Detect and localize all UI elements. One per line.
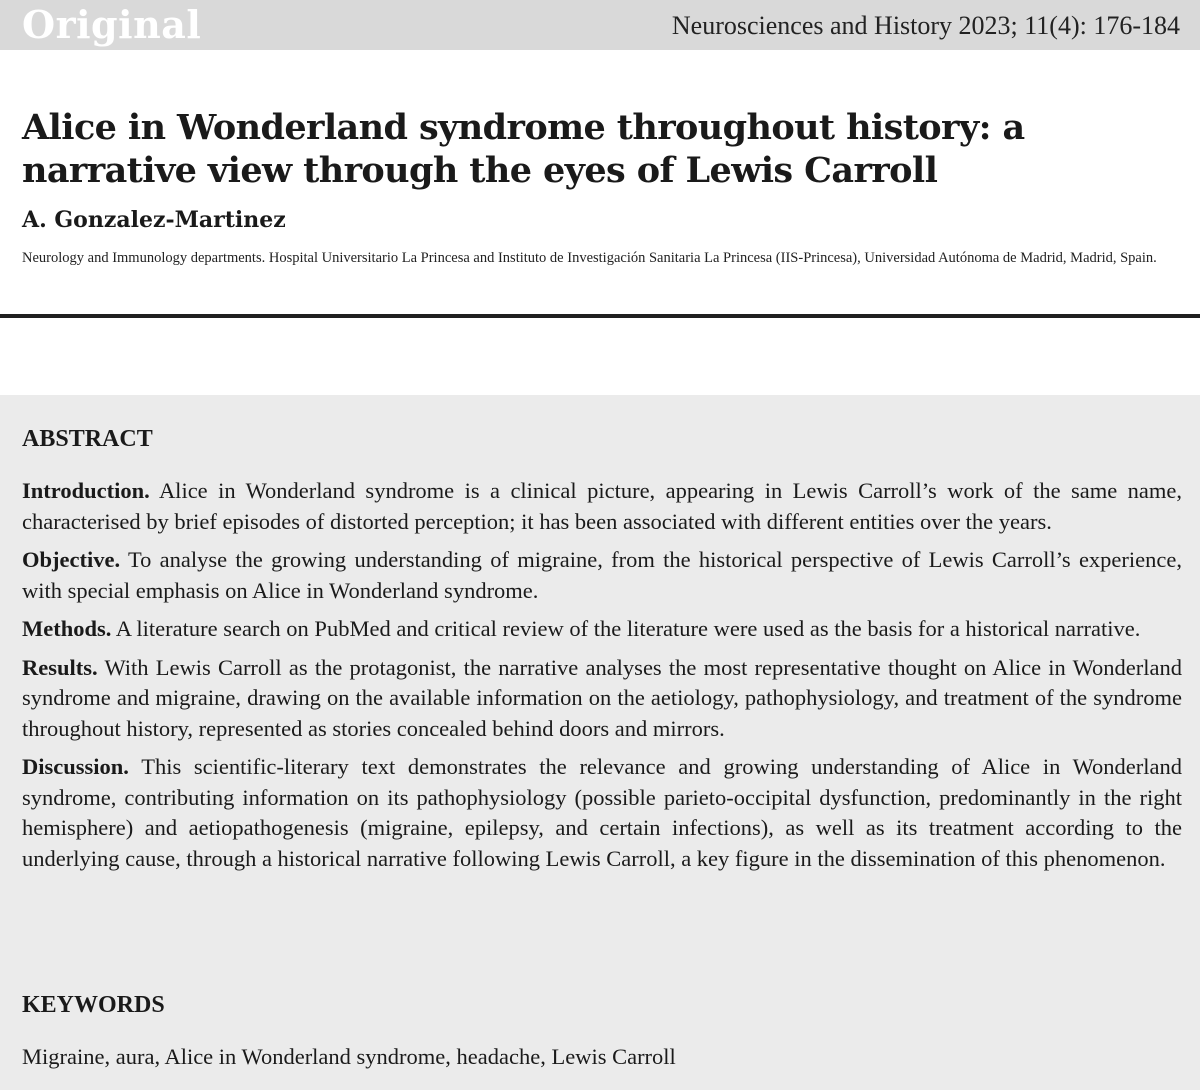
section-label: Original <box>22 2 202 47</box>
abstract-methods <box>22 614 1182 645</box>
article-title: Alice in Wonderland syndrome throughout history: a narrative view through the eyes of Lewis Carroll <box>22 107 1025 191</box>
journal-citation: Neurosciences and History 2023; 11(4): 176-184 <box>671 11 1180 40</box>
section-text-objective: To analyse the growing understanding of migraine, from the historical perspective of Lewis Carroll’s experience, with special emphasis on Alice in Wonderland syndrome. <box>22 547 1182 603</box>
section-label-discussion: Discussion. <box>22 754 129 779</box>
section-text-methods: A literature search on PubMed and critical review of the literature were used as the basis for a historical narrative. <box>115 616 1141 641</box>
abstract-introduction <box>22 476 1182 537</box>
abstract-discussion <box>22 752 1182 874</box>
author-name: A. Gonzalez-Martinez <box>22 207 286 233</box>
header-divider <box>0 314 1200 318</box>
section-label-methods: Methods. <box>22 616 112 641</box>
section-text-introduction: Alice in Wonderland syndrome is a clinical picture, appearing in Lewis Carroll’s work of the same name, characterised by brief episodes of distorted perception; it has been associated with different entities over the years. <box>22 478 1182 534</box>
abstract-body <box>22 476 1182 882</box>
abstract-heading: ABSTRACT <box>22 426 153 452</box>
section-label-introduction: Introduction. <box>22 478 150 503</box>
section-text-results: With Lewis Carroll as the protagonist, the narrative analyses the most representative thought on Alice in Wonderland syndrome and migraine, drawing on the available information on the aetiology, pathophysiology, and treatment of the syndrome throughout history, represented as stories concealed behind doors and mirrors. <box>22 654 1183 741</box>
section-label-objective: Objective. <box>22 547 121 572</box>
section-text-discussion: This scientific-literary text demonstrates the relevance and growing understanding of Alice in Wonderland syndrome, contributing information on its pathophysiology (possible parieto-occipital dysfunction, predominantly in the right hemisphere) and aetiopathogenesis (migraine, epilepsy, and certain infections), as well as its treatment according to the underlying cause, through a historical narrative following Lewis Carroll, a key figure in the dissemination of this phenomenon. <box>22 754 1183 871</box>
keywords-list: Migraine, aura, Alice in Wonderland syndrome, headache, Lewis Carroll <box>22 1044 676 1069</box>
keywords-heading: KEYWORDS <box>22 992 165 1018</box>
author-affiliation: Neurology and Immunology departments. Hospital Universitario La Princesa and Instituto de Investigación Sanitaria La Princesa (IIS-Princesa), Universidad Autónoma de Madrid, Madrid, Spain. <box>22 250 1157 266</box>
abstract-results <box>22 653 1182 745</box>
section-label-results: Results. <box>22 654 98 680</box>
abstract-objective <box>22 545 1182 606</box>
